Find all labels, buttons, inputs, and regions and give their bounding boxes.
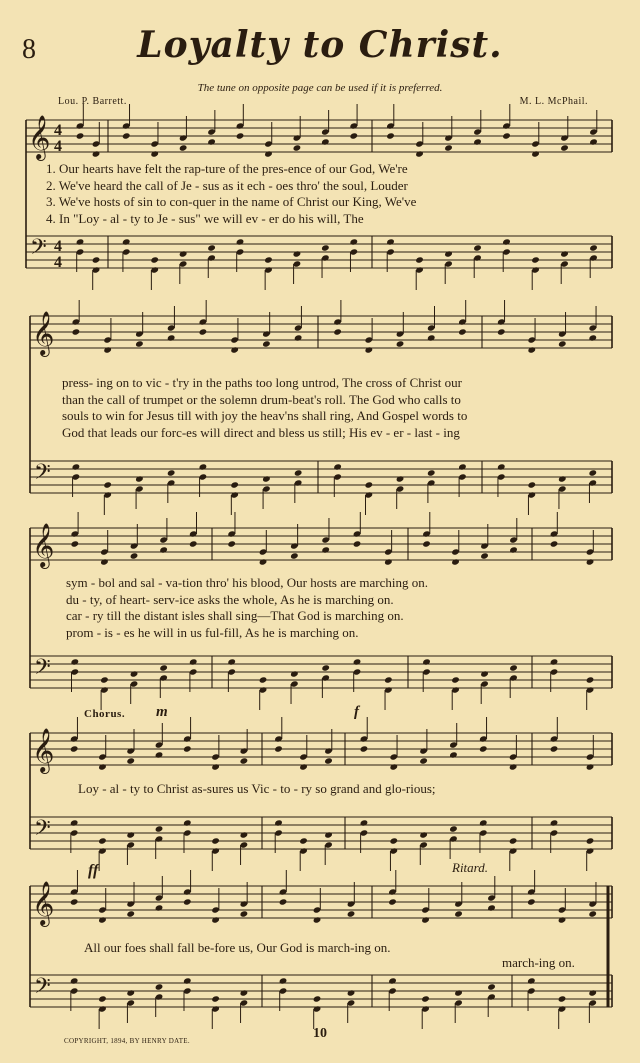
bass-clef-icon: 𝄢 [34,655,51,685]
notehead [155,904,164,911]
notehead [502,132,511,139]
notehead [240,757,249,764]
notehead [550,658,559,665]
notehead [199,328,208,335]
notehead [444,144,453,151]
notehead [421,995,430,1002]
verses-system-1 [46,161,416,227]
notehead [509,664,518,671]
notehead [167,334,176,341]
chorus-line-1: Loy - al - ty to Christ as-sures us Vic - to - ry so grand and glo-rious; [78,781,436,796]
time-signature: 4 [54,254,62,271]
notehead [353,540,362,547]
notehead [473,244,482,251]
notehead [384,558,393,565]
notehead [458,328,467,335]
treble-clef-icon: 𝄞 [32,311,55,355]
notehead [274,745,283,752]
notehead [240,989,249,996]
notehead [179,250,188,257]
notehead [183,745,192,752]
notehead [236,238,245,245]
notehead [427,469,436,476]
notehead [449,825,458,832]
notehead [509,837,518,844]
notehead [347,910,356,917]
notehead [299,837,308,844]
verse-line: car - ry till the distant isles shall sing—That God is marching on. [66,608,404,623]
treble-clef-icon: 𝄞 [28,115,51,159]
notehead [150,150,159,157]
notehead [179,144,188,151]
notehead [100,558,109,565]
notehead [550,540,559,547]
notehead [293,250,302,257]
notehead [183,819,192,826]
notehead [527,346,536,353]
notehead [290,670,299,677]
verse-line: 1. Our hearts have felt the rap-ture of the pres-ence of our God, We're [46,161,408,176]
copyright-notice: COPYRIGHT, 1894, BY HENRY DATE. [64,1037,190,1045]
notehead [350,132,359,139]
notehead [444,250,453,257]
notehead [586,763,595,770]
notehead [586,837,595,844]
notehead [415,150,424,157]
notehead [480,552,489,559]
notehead [126,831,135,838]
notehead [365,481,374,488]
notehead [98,916,107,923]
notehead [588,469,597,476]
notehead [92,256,101,263]
notehead [230,346,239,353]
notehead [76,238,85,245]
notehead [71,540,80,547]
notehead [527,977,536,984]
notehead [487,983,496,990]
notehead [279,977,288,984]
chorus-label: Chorus. [84,708,126,720]
notehead [386,238,395,245]
notehead [388,977,397,984]
notehead [421,916,430,923]
notehead [70,745,79,752]
notehead [199,463,208,470]
notehead [70,819,79,826]
notehead [333,328,342,335]
notehead [189,658,198,665]
notehead [558,995,567,1002]
notehead [386,132,395,139]
notehead [236,132,245,139]
notehead [227,658,236,665]
notehead [558,340,567,347]
notehead [70,977,79,984]
footer-page-number: 10 [313,1026,327,1041]
notehead [422,540,431,547]
notehead [527,481,536,488]
notehead [259,676,268,683]
notehead [103,346,112,353]
notehead [586,676,595,683]
notehead [211,837,220,844]
notehead [290,552,299,559]
notehead [299,763,308,770]
notehead [347,989,356,996]
composer-credit: M. L. McPhail. [519,96,588,107]
dynamic-m: m [156,704,168,720]
notehead [588,910,597,917]
notehead [589,138,598,145]
notehead [588,334,597,341]
notehead [360,745,369,752]
dynamic-ff: ff [88,862,99,879]
notehead [350,238,359,245]
notehead [384,676,393,683]
notehead [487,904,496,911]
notehead [454,910,463,917]
time-signature: 4 [54,122,62,139]
notehead [509,763,518,770]
notehead [259,558,268,565]
verse-line: 2. We've heard the call of Je - sus as it ech - oes thro' the soul, Louder [46,177,408,193]
notehead [313,995,322,1002]
verse-line: God that leads our forc-es will direct and bless us still; His ev - er - last - ing [62,424,460,440]
hymn-title: Loyalty to Christ. [137,24,503,66]
notehead [240,831,249,838]
notehead [360,819,369,826]
notehead [126,757,135,764]
page-number: 8 [22,34,36,65]
notehead [497,328,506,335]
notehead [560,144,569,151]
notehead [262,475,271,482]
verse-line: 3. We've hosts of sin to con-quer in the name of Christ our King, We've [46,194,417,209]
verse-line: sym - bol and sal - va-tion thro' his blood, Our hosts are marching on. [66,575,428,590]
chorus-line-2: All our foes shall fall be-fore us, Our God is march-ing on. [84,940,391,955]
notehead [454,989,463,996]
notehead [451,558,460,565]
notehead [479,745,488,752]
notehead [449,751,458,758]
notehead [419,757,428,764]
verse-line: souls to win for Jesus till with joy the heav'ns shall ring, And Gospel words to [62,408,468,423]
bass-clef-icon: 𝄢 [30,235,47,265]
verse-line: prom - is - es he will in us ful-fill, As he is marching on. [66,624,359,640]
notehead [92,150,101,157]
verses-system-2 [62,375,467,441]
notehead [324,831,333,838]
notehead [527,898,536,905]
notehead [122,238,131,245]
bass-clef-icon: 𝄢 [34,460,51,490]
notehead [183,977,192,984]
notehead [264,150,273,157]
notehead [150,256,159,263]
notehead [558,916,567,923]
notehead [155,751,164,758]
notehead [427,334,436,341]
notehead [240,910,249,917]
notehead [458,463,467,470]
notehead [365,346,374,353]
notehead [558,475,567,482]
bass-clef-icon: 𝄢 [34,974,51,1004]
author-credit: Lou. P. Barrett. [58,96,127,107]
notehead [294,469,303,476]
notehead [130,552,139,559]
notehead [135,475,144,482]
notehead [451,676,460,683]
notehead [324,757,333,764]
notehead [71,658,80,665]
notehead [497,463,506,470]
notehead [589,244,598,251]
notehead [167,469,176,476]
notehead [155,983,164,990]
notehead [321,546,330,553]
notehead [293,144,302,151]
notehead [588,989,597,996]
verse-line: press- ing on to vic - t'ry in the paths too long untrod, The cross of Christ our [62,375,462,390]
notehead [473,138,482,145]
notehead [207,244,216,251]
notehead [274,819,283,826]
dynamic-f: f [354,704,359,720]
notehead [159,664,168,671]
notehead [294,334,303,341]
notehead [103,481,112,488]
notehead [480,670,489,677]
verse-line: than the call of trumpet or the solemn drum-beat's roll. The God who calls to [62,391,461,407]
notehead [264,256,273,263]
treble-clef-icon: 𝄞 [32,728,55,772]
notehead [321,664,330,671]
notehead [333,463,342,470]
notehead [388,898,397,905]
notehead [126,910,135,917]
notehead [415,256,424,263]
chorus-line-2-end: march-ing on. [502,955,575,970]
notehead [183,898,192,905]
treble-clef-icon: 𝄞 [32,523,55,567]
notehead [211,763,220,770]
notehead [396,340,405,347]
notehead [531,150,540,157]
notehead [586,558,595,565]
notehead [550,745,559,752]
notehead [313,916,322,923]
notehead [389,763,398,770]
treble-clef-icon: 𝄞 [32,881,55,925]
notehead [126,989,135,996]
notehead [509,546,518,553]
notehead [189,540,198,547]
notehead [353,658,362,665]
notehead [531,256,540,263]
notehead [70,898,79,905]
notehead [207,138,216,145]
ritard-marking: Ritard. [452,860,488,875]
notehead [76,132,85,139]
notehead [98,837,107,844]
notehead [98,763,107,770]
notehead [211,916,220,923]
notehead [227,540,236,547]
notehead [389,837,398,844]
tune-note: The tune on opposite page can be used if it is preferred. [197,82,443,94]
verses-system-3 [66,575,428,641]
notehead [159,546,168,553]
notehead [135,340,144,347]
notehead [560,250,569,257]
notehead [262,340,271,347]
verse-line: du - ty, of heart- serv-ice asks the whole, As he is marching on. [66,591,394,607]
notehead [321,138,330,145]
notehead [502,238,511,245]
notehead [155,825,164,832]
time-signature: 4 [54,138,62,155]
notehead [98,995,107,1002]
notehead [211,995,220,1002]
notehead [230,481,239,488]
notehead [550,819,559,826]
time-signature: 4 [54,238,62,255]
notehead [130,670,139,677]
notehead [72,328,81,335]
verse-line: 4. In "Loy - al - ty to Je - sus" we will ev - er do his will, The [46,210,364,226]
notehead [396,475,405,482]
notehead [279,898,288,905]
notehead [422,658,431,665]
notehead [419,831,428,838]
notehead [72,463,81,470]
notehead [122,132,131,139]
notehead [479,819,488,826]
bass-clef-icon: 𝄢 [34,816,51,846]
notehead [100,676,109,683]
notehead [321,244,330,251]
